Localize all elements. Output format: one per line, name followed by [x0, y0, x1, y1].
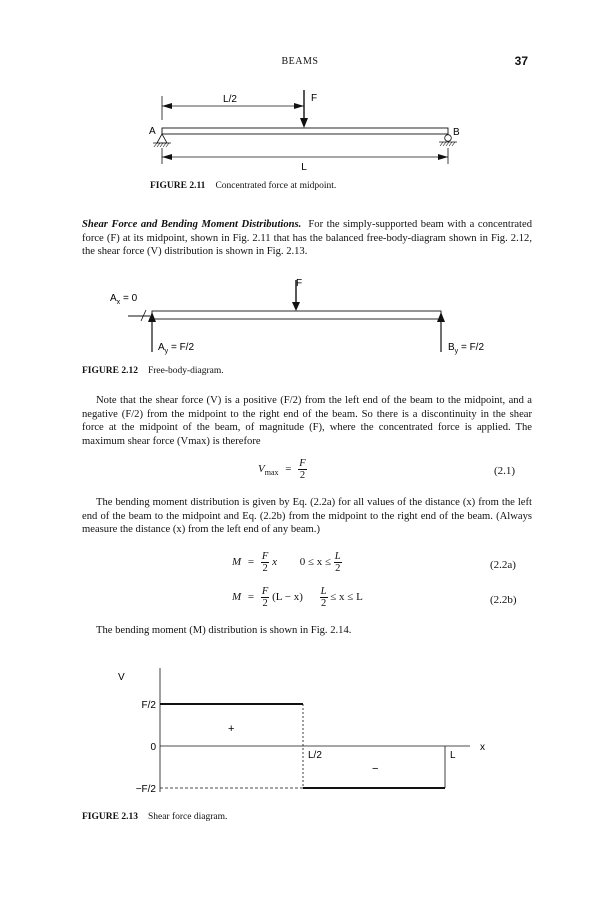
label-left-end: A — [149, 126, 156, 137]
fbd-label-force: F — [296, 278, 303, 289]
fbd-label-by: $B_y = F/2$ — [448, 342, 485, 355]
eq-2-1-number: (2.1) — [494, 465, 516, 477]
section-intro-text: For the simply-supported beam with a concentrated force (F) at its midpoint, shown in Fig. 2.11 that has the balanced free-body-diagram shown in Fig. 2.12, the shear force (V) distribution is shown in Fig. 2.13. — [82, 219, 533, 258]
eq-fraction — [298, 458, 306, 481]
tick-midpoint: L/2 — [308, 750, 322, 761]
eq-lhs-sub: max — [264, 468, 279, 478]
eq-range-den: 2 — [320, 598, 327, 609]
caption-text: Concentrated force at midpoint. — [215, 181, 337, 191]
fbd-beam — [152, 311, 441, 319]
eq-lhs: V — [258, 463, 265, 476]
equation-2-1 — [258, 458, 307, 481]
eq-den: 2 — [262, 598, 268, 609]
ground-hatch-left — [154, 143, 169, 147]
ground-hatch-right — [440, 142, 455, 146]
eq-range-right: ≤ x ≤ L — [330, 591, 363, 604]
caption-label: FIGURE 2.12 — [82, 366, 138, 376]
label-right-end: B — [453, 127, 460, 138]
eq-range-left: 0 ≤ x ≤ — [299, 556, 332, 569]
eq-den: 2 — [262, 563, 268, 574]
label-span: L — [301, 162, 307, 173]
eq-num: F — [261, 586, 269, 597]
eq-fraction — [261, 551, 269, 574]
tick-plus: F/2 — [141, 700, 156, 711]
figure-2-13 — [0, 660, 600, 810]
fbd-force-head — [292, 302, 300, 311]
eq-range-num: L — [320, 586, 327, 597]
section-intro-paragraph — [82, 218, 532, 259]
eq-equals: = — [285, 463, 292, 476]
tick-minus: −F/2 — [135, 784, 156, 795]
equation-2-2b — [232, 586, 363, 609]
eq-lhs: M — [232, 556, 242, 569]
caption-label: FIGURE 2.13 — [82, 812, 138, 822]
caption-label: FIGURE 2.11 — [150, 181, 206, 191]
axis-label-v: V — [118, 672, 125, 683]
label-force: F — [311, 93, 318, 104]
shear-paragraph: Note that the shear force (V) is a positive (F/2) from the left end of the beam to the midpoint, and a negative (F/2) from the midpoint to the right end of the beam. So there is a discontinuity in the shear force at the midpoint of the beam, of magnitude (F), where the concentrated force is applied. The maximum shear force (Vmax) is therefore — [82, 395, 532, 448]
eq-range-num: L — [334, 551, 341, 562]
caption-fig-2-13 — [82, 812, 227, 822]
eq-equals: = — [247, 591, 255, 604]
region-minus-sign: − — [372, 763, 379, 775]
eq-2-2a-number: (2.2a) — [490, 559, 516, 571]
fig-2-14-reference: The bending moment (M) distribution is shown in Fig. 2.14. — [96, 625, 352, 636]
running-title: BEAMS — [281, 56, 319, 67]
fbd-zero-slash — [141, 310, 146, 321]
eq-num: F — [299, 458, 306, 469]
eq-tail: x — [272, 556, 277, 569]
section-heading: Shear Force and Bending Moment Distributions. — [82, 219, 302, 230]
eq-range-fraction — [334, 551, 342, 574]
axis-label-x: x — [480, 742, 485, 753]
caption-text: Free-body-diagram. — [147, 366, 224, 376]
dim-arrow-right-full — [438, 154, 448, 160]
eq-tail: (L − x) — [272, 591, 303, 604]
eq-num: F — [261, 551, 269, 562]
tick-zero: 0 — [150, 742, 156, 753]
tick-end: L — [450, 750, 456, 761]
pin-support-left — [157, 134, 167, 143]
fbd-label-ax: $A_x = 0$ — [110, 293, 138, 306]
region-plus-sign: + — [228, 723, 235, 735]
eq-lhs: M — [232, 591, 242, 604]
eq-2-2b-number: (2.2b) — [490, 594, 517, 606]
dim-arrow-left — [162, 103, 172, 109]
dim-arrow-right — [294, 103, 304, 109]
caption-fig-2-11 — [150, 181, 336, 191]
equation-2-2a — [232, 551, 342, 574]
eq-equals: = — [247, 556, 255, 569]
caption-fig-2-12 — [82, 366, 224, 376]
figure-2-11 — [0, 0, 600, 200]
eq-fraction — [261, 586, 269, 609]
page-number: 37 — [514, 54, 528, 68]
moment-paragraph: The bending moment distribution is given by Eq. (2.2a) for all values of the distance (x) from the left end of the beam to the midpoint and Eq. (2.2b) from the midpoint to the right end of the beam. (Always measure the distance (x) from the left end of any beam.) — [82, 497, 532, 536]
caption-text: Shear force diagram. — [147, 812, 228, 822]
dim-arrow-left-full — [162, 154, 172, 160]
roller-support-right — [445, 135, 452, 142]
eq-range-den: 2 — [335, 563, 341, 574]
label-half-span: L/2 — [223, 94, 237, 105]
force-arrow-head — [300, 118, 308, 128]
beam — [162, 128, 448, 134]
figure-2-12 — [0, 270, 600, 370]
eq-den: 2 — [299, 470, 306, 481]
eq-range-fraction — [320, 586, 328, 609]
fbd-label-ay: $A_y = F/2$ — [158, 342, 195, 355]
